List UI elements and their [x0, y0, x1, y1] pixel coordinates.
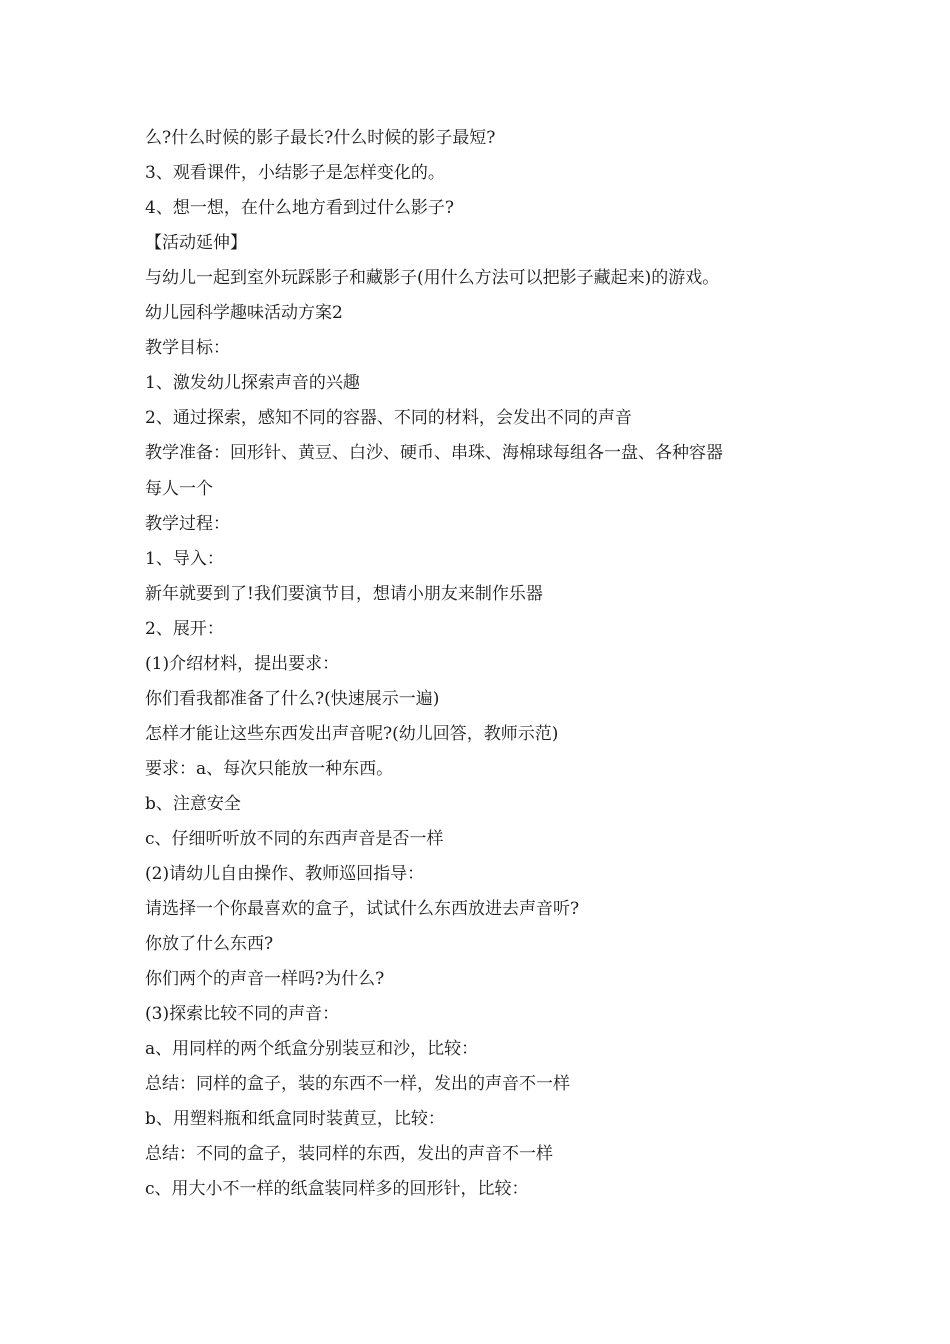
text-line: a、用同样的两个纸盒分别装豆和沙，比较：	[145, 1039, 479, 1059]
text-line: 3、观看课件，小结影子是怎样变化的。	[145, 163, 445, 183]
text-line: 总结：不同的盒子，装同样的东西，发出的声音不一样	[145, 1144, 553, 1164]
text-line: 每人一个	[145, 479, 213, 499]
text-line: c、用大小不一样的纸盒装同样多的回形针，比较：	[145, 1179, 529, 1199]
text-line: 教学过程：	[145, 514, 230, 534]
text-line: 新年就要到了!我们要演节目，想请小朋友来制作乐器	[145, 584, 543, 604]
document-title: 幼儿园科学趣味活动方案2	[145, 303, 343, 323]
text-line: 教学准备：回形针、黄豆、白沙、硬币、串珠、海棉球每组各一盘、各种容器	[145, 443, 723, 463]
text-line: c、仔细听听放不同的东西声音是否一样	[145, 829, 444, 849]
text-line: 2、展开：	[145, 619, 224, 639]
text-line: 1、激发幼儿探索声音的兴趣	[145, 373, 360, 393]
text-line: 4、想一想，在什么地方看到过什么影子?	[145, 198, 454, 218]
text-line: b、注意安全	[145, 794, 241, 814]
section-heading: 【活动延伸】	[145, 233, 247, 253]
text-line: (2)请幼儿自由操作、教师巡回指导：	[145, 864, 425, 884]
text-line: 与幼儿一起到室外玩踩影子和藏影子(用什么方法可以把影子藏起来)的游戏。	[145, 268, 720, 288]
text-line: (1)介绍材料，提出要求：	[145, 654, 340, 674]
text-line: 2、通过探索，感知不同的容器、不同的材料，会发出不同的声音	[145, 408, 632, 428]
text-line: 你放了什么东西?	[145, 934, 274, 954]
text-line: (3)探索比较不同的声音：	[145, 1004, 340, 1024]
text-line: 要求：a、每次只能放一种东西。	[145, 759, 394, 779]
text-line: 教学目标：	[145, 338, 230, 358]
text-line: 怎样才能让这些东西发出声音呢?(幼儿回答，教师示范)	[145, 724, 559, 744]
text-line: b、用塑料瓶和纸盒同时装黄豆，比较：	[145, 1109, 445, 1129]
text-line: 总结：同样的盒子，装的东西不一样，发出的声音不一样	[145, 1074, 570, 1094]
text-line: 你们两个的声音一样吗?为什么?	[145, 969, 385, 989]
text-line: 1、导入：	[145, 549, 224, 569]
text-line: 么?什么时候的影子最长?什么时候的影子最短?	[145, 128, 496, 148]
text-line: 你们看我都准备了什么?(快速展示一遍)	[145, 689, 440, 709]
text-line: 请选择一个你最喜欢的盒子，试试什么东西放进去声音听?	[145, 899, 580, 919]
document-body	[145, 121, 825, 1207]
